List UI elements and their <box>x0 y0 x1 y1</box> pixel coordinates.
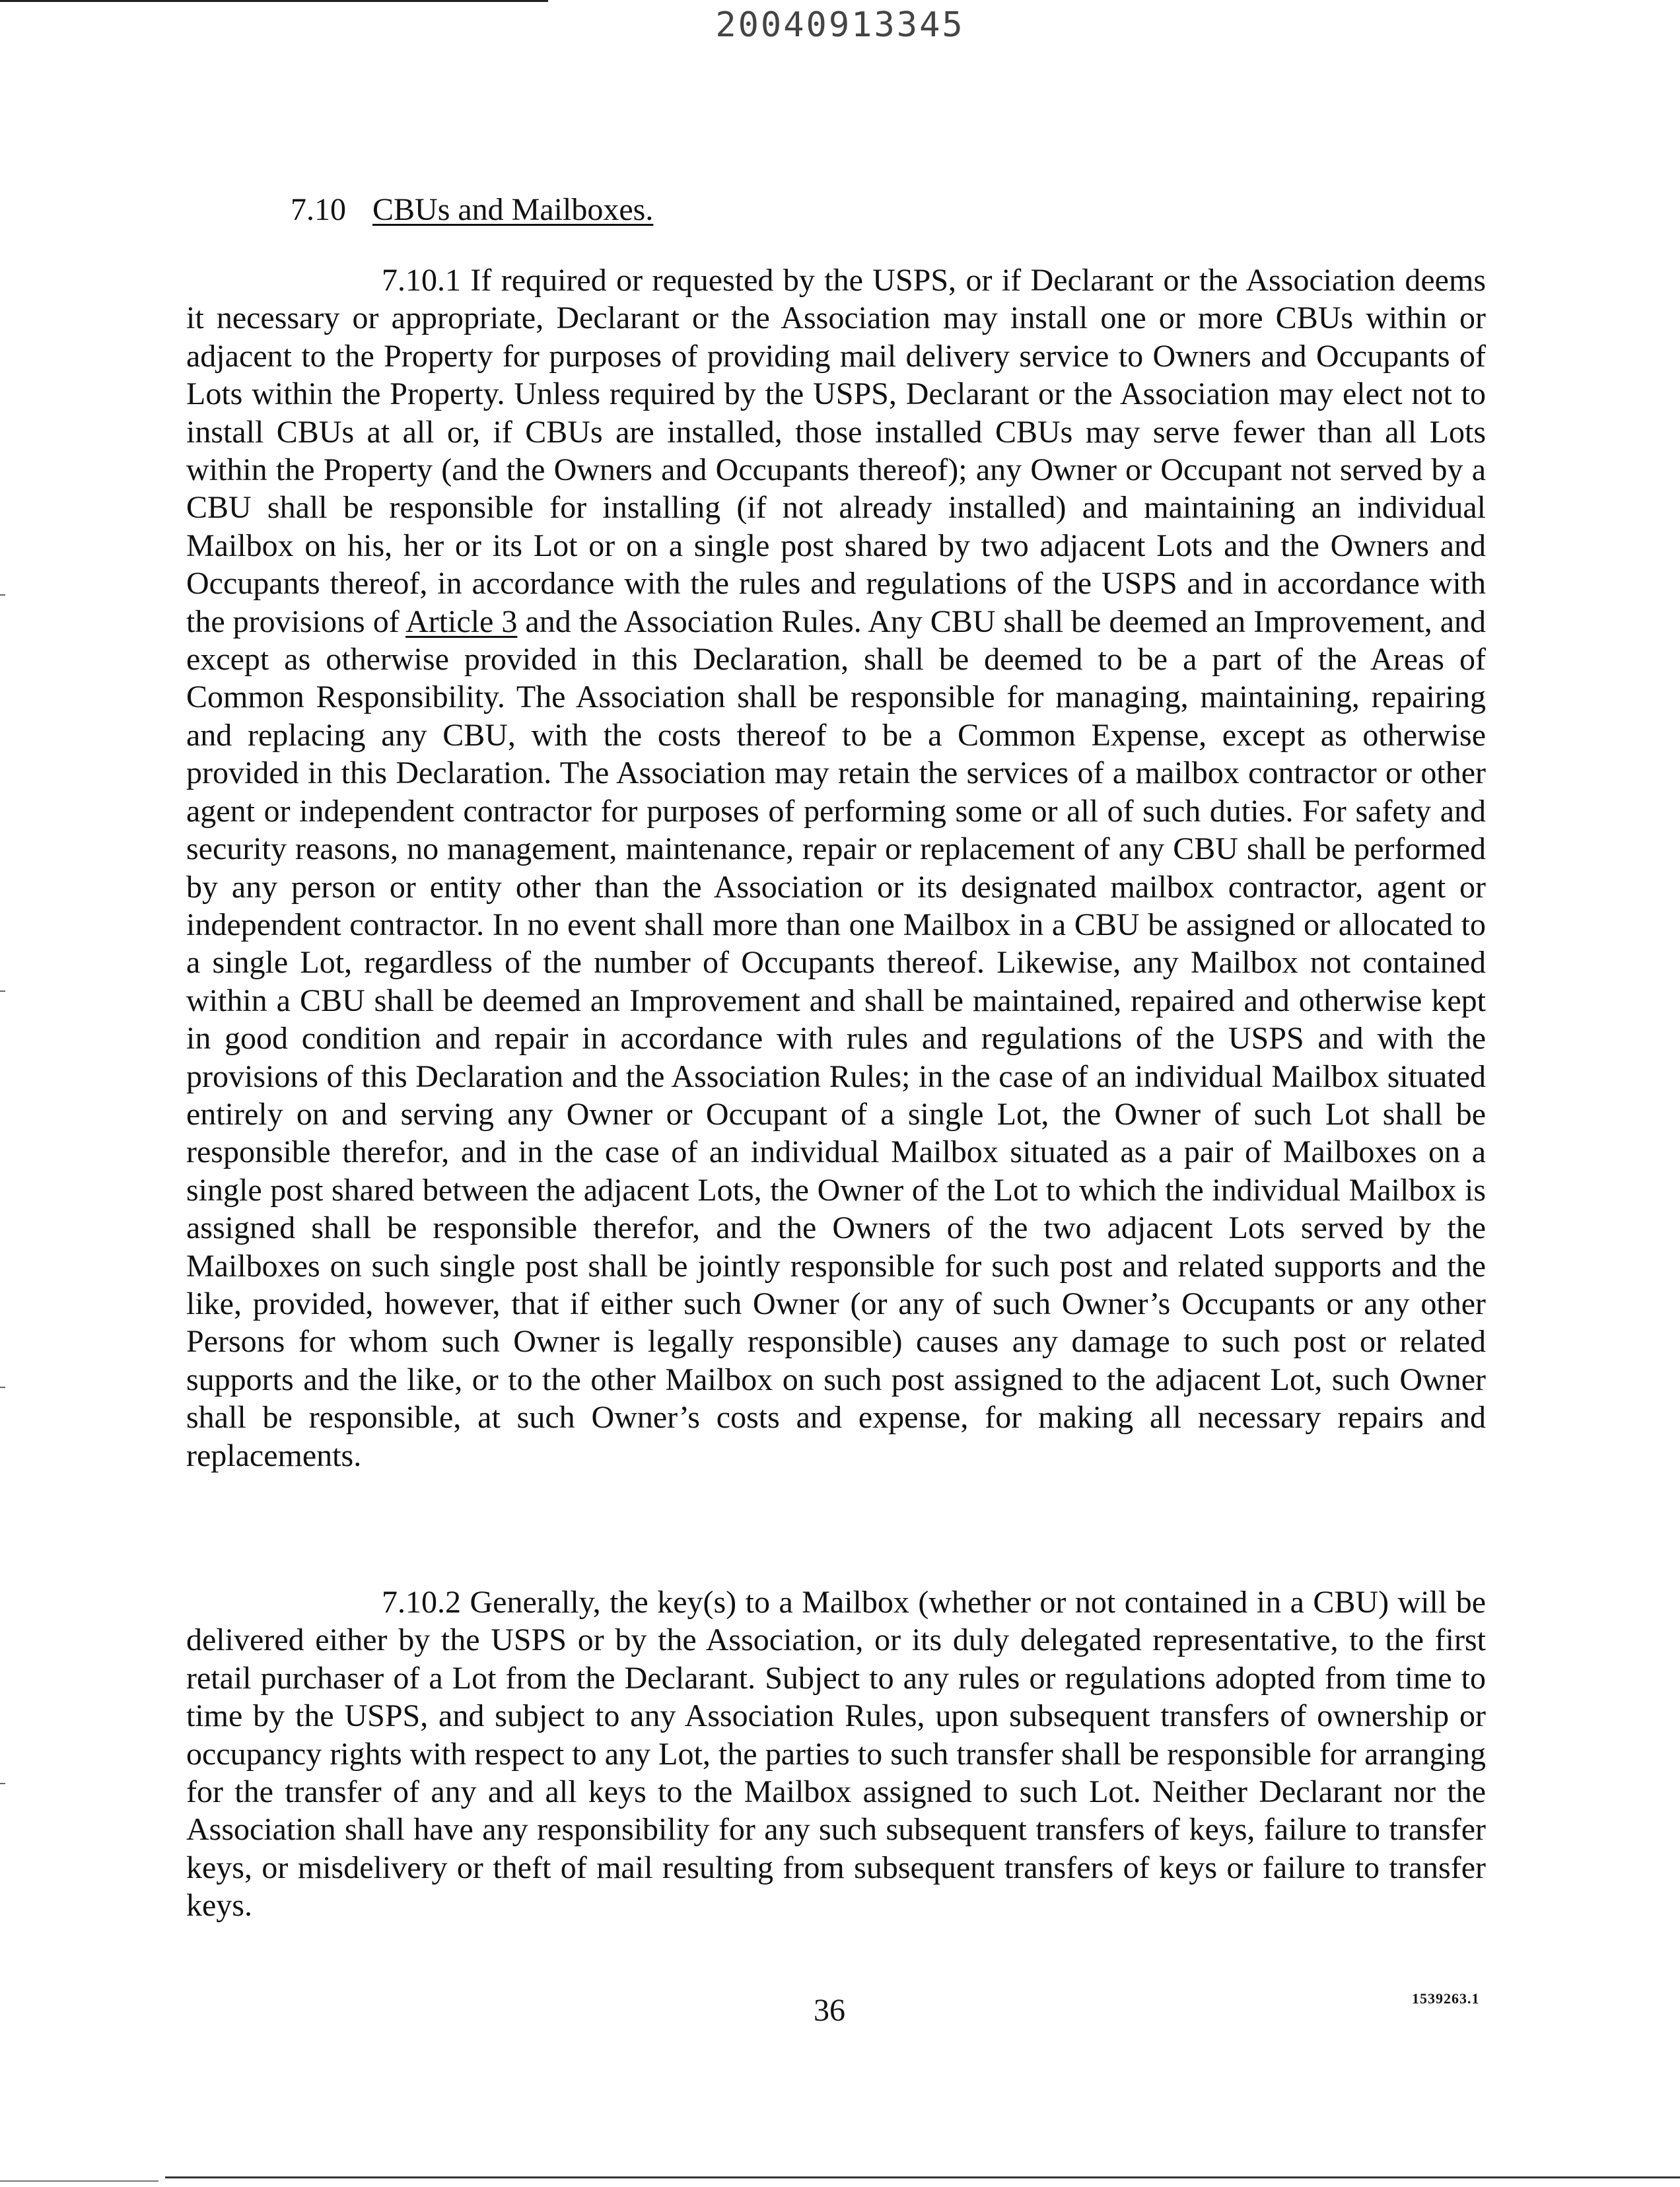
section-heading <box>291 190 653 230</box>
paragraph-number: 7.10.1 <box>382 263 461 298</box>
document-number: 20040913345 <box>715 5 965 45</box>
paragraph-text: Generally, the key(s) to a Mailbox (whether or not contained in a CBU) will be delivered either by the USPS or by the Association, or its duly delegated representative, to the first retail purchaser of a Lot from the Declarant. Subject to any rules or regulations adopted from time to time by the USPS, and subject to any Association Rules, upon subsequent transfers of ownership or occupancy rights with respect to any Lot, the parties to such transfer shall be responsible for arranging for the transfer of any and all keys to the Mailbox assigned to such Lot. Neither Declarant nor the Association shall have any responsibility for any such subsequent transfers of keys, failure to transfer keys, or misdelivery or theft of mail resulting from subsequent transfers of keys or failure to transfer keys. <box>186 1585 1486 1924</box>
paragraph-7-10-2 <box>186 1583 1486 1925</box>
scan-margin-mark <box>0 990 5 992</box>
section-number: 7.10 <box>291 192 346 227</box>
paragraph-7-10-1 <box>186 261 1486 1475</box>
scan-margin-mark <box>0 594 5 596</box>
paragraph-text: If required or requested by the USPS, or if Declarant or the Association deems it necessary or appropriate, Declarant or the Association may install one or more CBUs within or adjacent to the Property for purposes of providing mail delivery service to Owners and Occupants of Lots within the Property. Unless required by the USPS, Declarant or the Association may elect not to install CBUs at all or, if CBUs are installed, those installed CBUs may serve fewer than all Lots within the Property (and the Owners and Occupants thereof); any Owner or Occupant not served by a CBU shall be responsible for installing (if not already installed) and maintaining an individual Mailbox on his, her or its Lot or on a single post shared by two adjacent Lots and the Owners and Occupants thereof, in accordance with the rules and regulations of the USPS and in accordance with the provisions of <box>186 263 1487 639</box>
top-scan-rule <box>0 0 548 2</box>
document-id: 1539263.1 <box>1412 1990 1480 2007</box>
paragraph-text-continued: and the Association Rules. Any CBU shall be deemed an Improvement, and except as otherwise provided in this Declaration, shall be deemed to be a part of the Areas of Common Responsibility. The Association shall be responsible for managing, maintaining, repairing and replacing any CBU, with the costs thereof to be a Common Expense, except as otherwise provided in this Declaration. The Association may retain the services of a mailbox contractor or other agent or independent contractor for purposes of performing some or all of such duties. For safety and security reasons, no management, maintenance, repair or replacement of any CBU shall be performed by any person or entity other than the Association or its designated mailbox contractor, agent or independent contractor. In no event shall more than one Mailbox in a CBU be assigned or allocated to a single Lot, regardless of the number of Occupants thereof. Likewise, any Mailbox not contained within a CBU shall be deemed an Improvement and shall be maintained, repaired and otherwise kept in good condition and repair in accordance with rules and regulations of the USPS and with the provisions of this Declaration and the Association Rules; in the case of an individual Mailbox situated entirely on and serving any Owner or Occupant of a single Lot, the Owner of such Lot shall be responsible therefor, and in the case of an individual Mailbox situated as a pair of Mailboxes on a single post shared between the adjacent Lots, the Owner of the Lot to which the individual Mailbox is assigned shall be responsible therefor, and the Owners of the two adjacent Lots served by the Mailboxes on such single post shall be jointly responsible for such post and related supports and the like, provided, however, that if either such Owner (or any of such Owner’s Occupants or any other Persons for whom such Owner is legally responsible) causes any damage to such post or related supports and the like, or to the other Mailbox on such post assigned to the adjacent Lot, such Owner shall be responsible, at such Owner’s costs and expense, for making all necessary repairs and replacements. <box>186 604 1487 1473</box>
section-title: CBUs and Mailboxes. <box>372 192 654 227</box>
scan-margin-mark <box>0 1783 5 1784</box>
paragraph-number: 7.10.2 <box>382 1585 461 1620</box>
page-number: 36 <box>814 1993 845 2028</box>
article-reference: Article 3 <box>405 604 518 639</box>
bottom-scan-rule-left <box>0 2180 158 2182</box>
scan-margin-mark <box>0 1387 5 1388</box>
bottom-scan-rule <box>165 2176 1680 2178</box>
